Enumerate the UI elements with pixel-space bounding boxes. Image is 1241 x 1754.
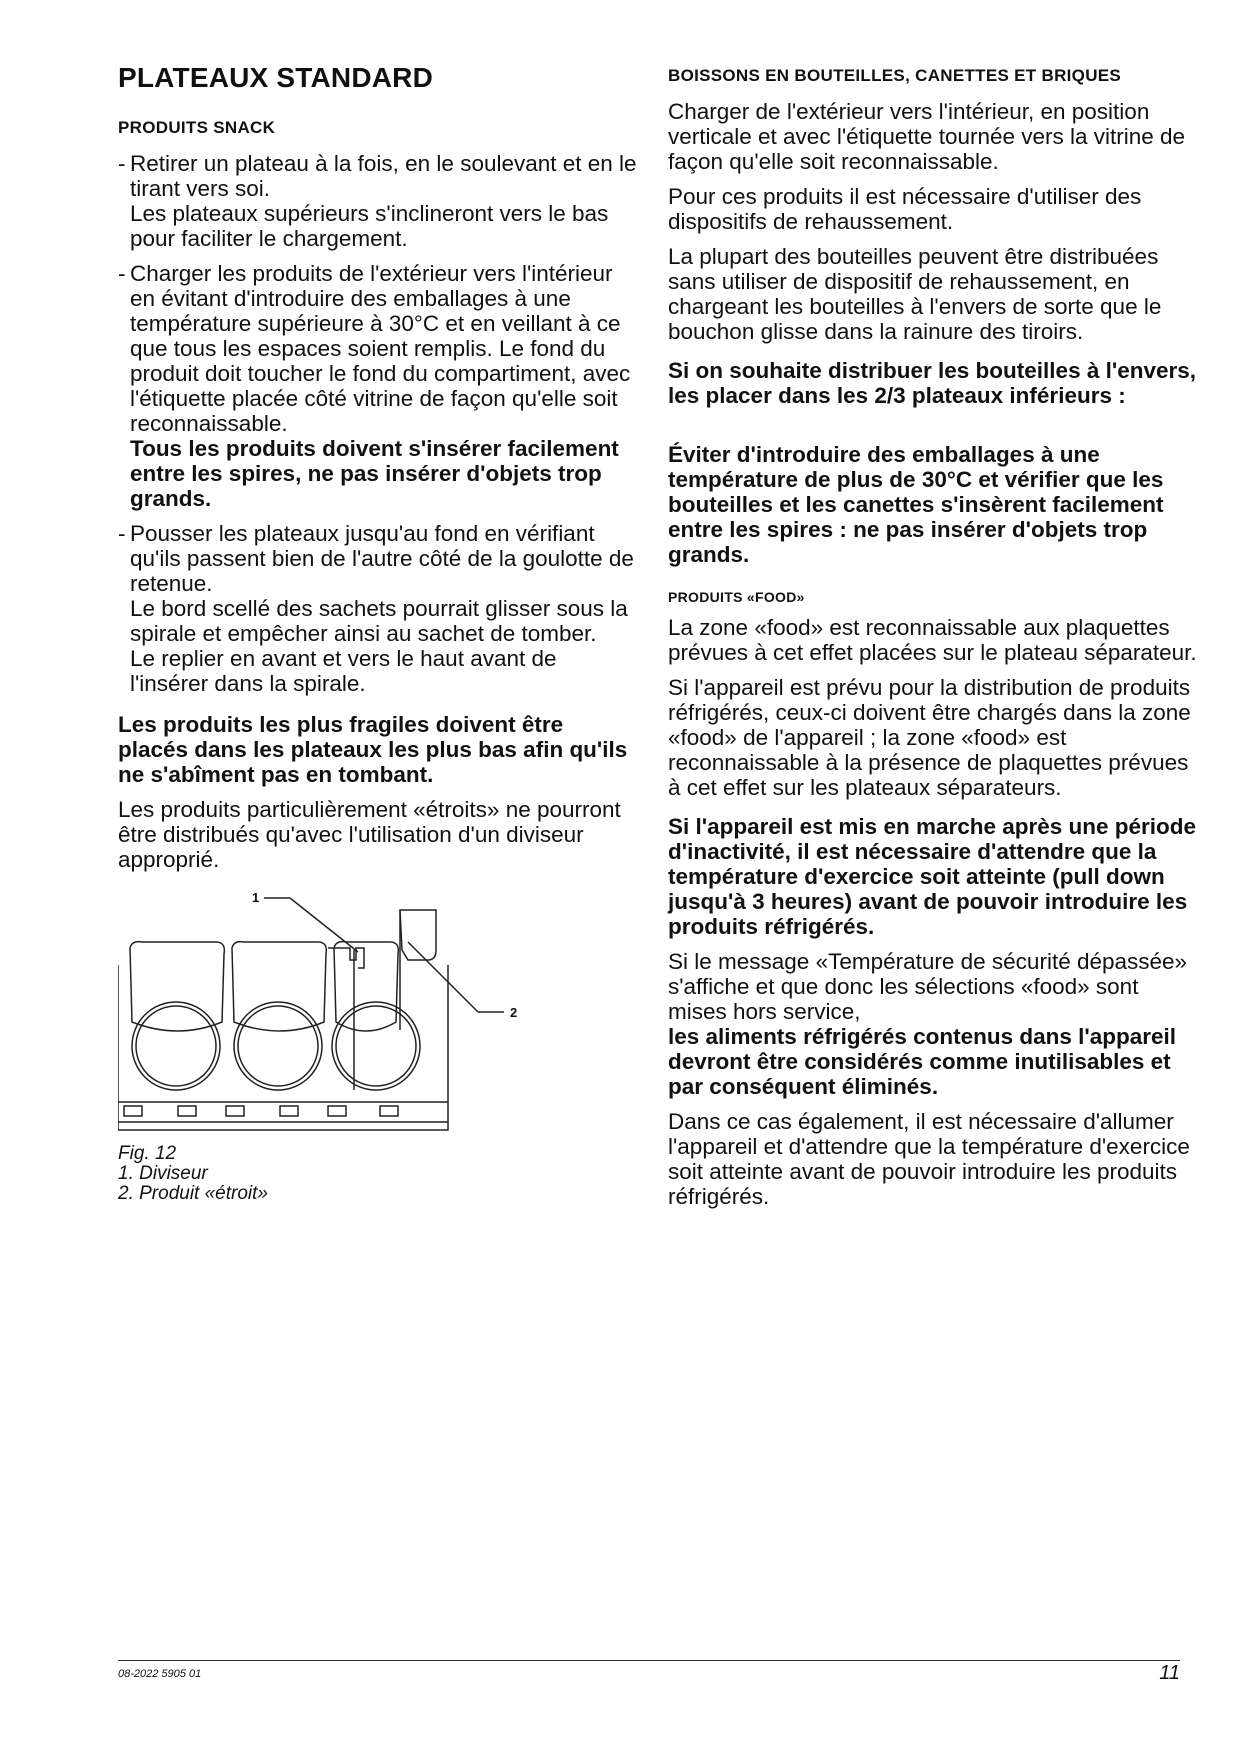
- section-heading-food: PRODUITS «FOOD»: [668, 589, 805, 606]
- figure-legend-item: 2. Produit «étroit»: [118, 1183, 268, 1205]
- tray-diagram: [118, 890, 538, 1140]
- paragraph: Dans ce cas également, il est nécessaire d'allumer l'appareil et d'attendre que la température d'exercice soit atteinte avant de pouvoir introduire les produits réfrigérés.: [668, 1109, 1190, 1210]
- bottle-warning: Si on souhaite distribuer les bouteilles à l'envers, les placer dans les 2/3 plateaux inférieurs :: [668, 358, 1197, 409]
- list-dash: -: [118, 261, 126, 287]
- paragraph: Pour ces produits il est nécessaire d'utiliser des dispositifs de rehaussement.: [668, 184, 1142, 235]
- paragraph: Charger de l'extérieur vers l'intérieur, en position verticale et avec l'étiquette tournée vers la vitrine de façon qu'elle soit reconnaissable.: [668, 99, 1186, 175]
- item-text: Le bord scellé des sachets pourrait glisser sous la spirale et empêcher ainsi au sachet de tomber.: [130, 596, 628, 647]
- figure-caption: Fig. 12: [118, 1143, 177, 1165]
- paragraph: La zone «food» est reconnaissable aux plaquettes prévues à cet effet placées sur le plateau séparateur.: [668, 615, 1197, 666]
- item-text: Charger les produits de l'extérieur vers l'intérieur en évitant d'introduire des emballages à une température supérieure à 30°C et en veillant à ce que tous les espaces soient remplis. Le fond du produit doit toucher le fond du compartiment, avec l'étiquette placée côté vitrine de façon qu'elle soit reconnaissable.: [130, 261, 631, 437]
- right-column: [668, 62, 1198, 1219]
- list-dash: -: [118, 521, 126, 547]
- narrow-products-note: Les produits particulièrement «étroits» ne pourront être distribués qu'avec l'utilisation d'un diviseur approprié.: [118, 797, 621, 873]
- paragraph: La plupart des bouteilles peuvent être distribuées sans utiliser de dispositif de rehaussement, en chargeant les bouteilles à l'envers de sorte que le bouchon glisse dans la rainure des tiroirs.: [668, 244, 1162, 345]
- item-text: Pousser les plateaux jusqu'au fond en vérifiant qu'ils passent bien de l'autre côté de la goulotte de retenue.: [130, 521, 634, 597]
- list-item: [118, 521, 638, 696]
- spacer: [668, 418, 1198, 442]
- list-item: [118, 151, 638, 251]
- fragile-warning: Les produits les plus fragiles doivent être placés dans les plateaux les plus bas afin qu'ils ne s'abîment pas en tombant.: [118, 712, 628, 788]
- item-warning: Tous les produits doivent s'insérer facilement entre les spires, ne pas insérer d'objets trop grands.: [130, 436, 619, 512]
- page-title: PLATEAUX STANDARD: [118, 62, 434, 93]
- figure-12: [118, 890, 538, 1140]
- startup-warning: Si l'appareil est mis en marche après une période d'inactivité, il est nécessaire d'attendre que la température d'exercice soit atteinte (pull down jusqu'à 3 heures) avant de pouvoir introduire les produits réfrigérés.: [668, 814, 1197, 940]
- callout-1: 1: [252, 890, 260, 906]
- document-code: 08-2022 5905 01: [118, 1668, 202, 1680]
- section-heading-snack: PRODUITS SNACK: [118, 118, 276, 138]
- list-dash: -: [118, 151, 126, 177]
- list-item: [118, 261, 638, 511]
- figure-legend-item: 1. Diviseur: [118, 1163, 208, 1185]
- item-text: Les plateaux supérieurs s'inclineront vers le bas pour faciliter le chargement.: [130, 201, 609, 252]
- left-column: [118, 62, 638, 1204]
- food-disposal-warning: les aliments réfrigérés contenus dans l'appareil devront être considérés comme inutilisables et par conséquent éliminés.: [668, 1024, 1177, 1100]
- section-heading-drinks: BOISSONS EN BOUTEILLES, CANETTES ET BRIQUES: [668, 66, 1122, 85]
- paragraph: Si l'appareil est prévu pour la distribution de produits réfrigérés, ceux-ci doivent être chargés dans la zone «food» de l'appareil ; la zone «food» est reconnaissable à la présence de plaquettes prévues à cet effet sur les plateaux séparateurs.: [668, 675, 1191, 801]
- callout-2: 2: [510, 1005, 518, 1021]
- paragraph: Si le message «Température de sécurité dépassée» s'affiche et que donc les sélections «food» sont mises hors service,: [668, 949, 1188, 1025]
- item-text: Le replier en avant et vers le haut avant de l'insérer dans la spirale.: [130, 646, 557, 697]
- item-text: Retirer un plateau à la fois, en le soulevant et en le tirant vers soi.: [130, 151, 637, 202]
- temperature-warning: Éviter d'introduire des emballages à une température de plus de 30°C et vérifier que les bouteilles et les canettes s'insèrent facilement entre les spires : ne pas insérer d'objets trop grands.: [668, 442, 1164, 568]
- page-number: 11: [1159, 1662, 1180, 1684]
- footer-divider: [118, 1660, 1180, 1661]
